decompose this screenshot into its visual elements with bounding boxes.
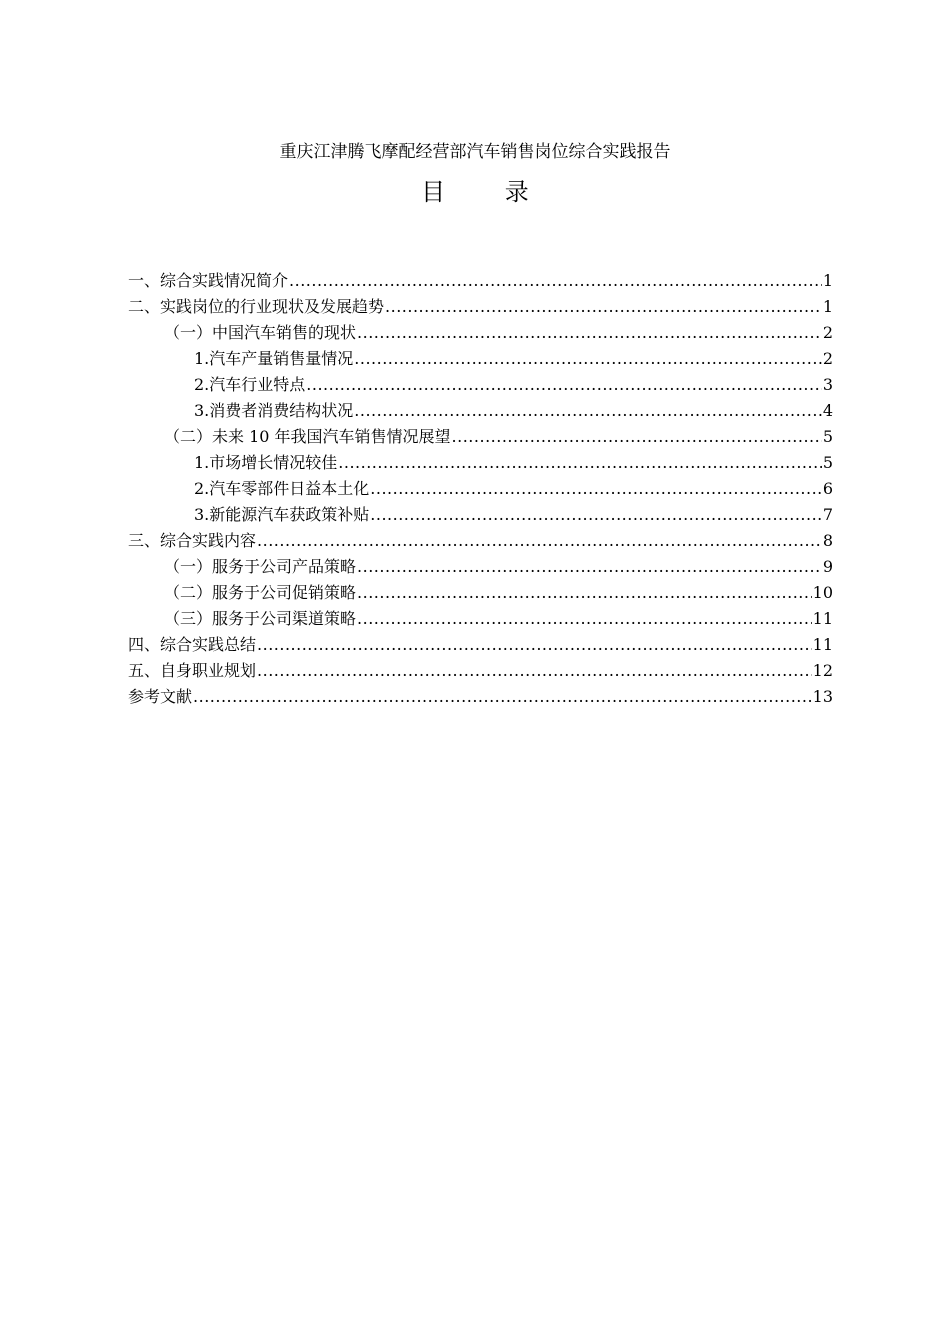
toc-entry-text: 参考文献 [128,687,193,706]
toc-entry[interactable] [128,268,833,294]
toc-dot-leader [385,294,822,320]
document-title: 重庆江津腾飞摩配经营部汽车销售岗位综合实践报告 [279,142,671,162]
toc-dot-leader [370,476,822,502]
toc-entry-text: （二）未来 10 年我国汽车销售情况展望 [164,427,451,446]
toc-entry-text: 四、综合实践总结 [128,635,257,654]
toc-entry[interactable] [128,632,833,658]
toc-page-number: 11 [812,635,833,654]
toc-page-number: 6 [822,479,833,498]
toc-page-number: 13 [812,687,833,706]
toc-dot-leader [193,684,812,710]
toc-page-number: 10 [812,583,833,602]
toc-page-number: 12 [812,661,833,680]
toc-heading: 目 录 [421,178,555,206]
toc-entry-text: 1.汽车产量销售量情况 [194,349,354,368]
toc-dot-leader [257,658,812,684]
toc-entry-text: 二、实践岗位的行业现状及发展趋势 [128,297,385,316]
toc-page-number: 5 [822,453,833,472]
toc-entry[interactable] [128,372,833,398]
toc-entry-text: 2.汽车零部件日益本土化 [194,479,370,498]
toc-dot-leader [357,554,822,580]
toc-dot-leader [357,606,812,632]
toc-dot-leader [354,346,822,372]
toc-page-number: 11 [812,609,833,628]
toc-entry[interactable] [128,580,833,606]
toc-entry-text: （一）服务于公司产品策略 [164,557,357,576]
toc-page-number: 3 [822,375,833,394]
toc-entry-text: 3.消费者消费结构状况 [194,401,354,420]
toc-entry-text: 五、自身职业规划 [128,661,257,680]
toc-entry[interactable] [128,528,833,554]
toc-dot-leader [357,320,822,346]
toc-dot-leader [257,528,822,554]
toc-page-number: 4 [822,401,833,420]
toc-page-number: 1 [822,271,833,290]
toc-entry-text: （三）服务于公司渠道策略 [164,609,357,628]
toc-dot-leader [289,268,822,294]
toc-dot-leader [370,502,822,528]
toc-entry-text: 一、综合实践情况简介 [128,271,289,290]
table-of-contents [128,268,833,710]
toc-dot-leader [452,424,822,450]
toc-page-number: 5 [822,427,833,446]
toc-dot-leader [354,398,822,424]
toc-dot-leader [257,632,812,658]
toc-page-number: 2 [822,349,833,368]
toc-entry[interactable] [128,684,833,710]
toc-entry-text: 1.市场增长情况较佳 [194,453,338,472]
toc-entry[interactable] [128,424,833,450]
toc-entry[interactable] [128,320,833,346]
toc-entry[interactable] [128,450,833,476]
toc-entry[interactable] [128,658,833,684]
toc-page-number: 8 [822,531,833,550]
toc-entry[interactable] [128,398,833,424]
toc-entry-text: 3.新能源汽车获政策补贴 [194,505,370,524]
toc-entry[interactable] [128,554,833,580]
toc-entry[interactable] [128,476,833,502]
toc-page-number: 7 [822,505,833,524]
toc-entry[interactable] [128,294,833,320]
toc-page-number: 2 [822,323,833,342]
toc-entry-text: （二）服务于公司促销策略 [164,583,357,602]
toc-dot-leader [357,580,812,606]
toc-entry-text: 2.汽车行业特点 [194,375,306,394]
toc-entry[interactable] [128,346,833,372]
toc-entry-text: 三、综合实践内容 [128,531,257,550]
toc-dot-leader [338,450,822,476]
toc-entry[interactable] [128,606,833,632]
toc-entry[interactable] [128,502,833,528]
toc-page-number: 9 [822,557,833,576]
toc-entry-text: （一）中国汽车销售的现状 [164,323,357,342]
toc-page-number: 1 [822,297,833,316]
toc-dot-leader [306,372,822,398]
